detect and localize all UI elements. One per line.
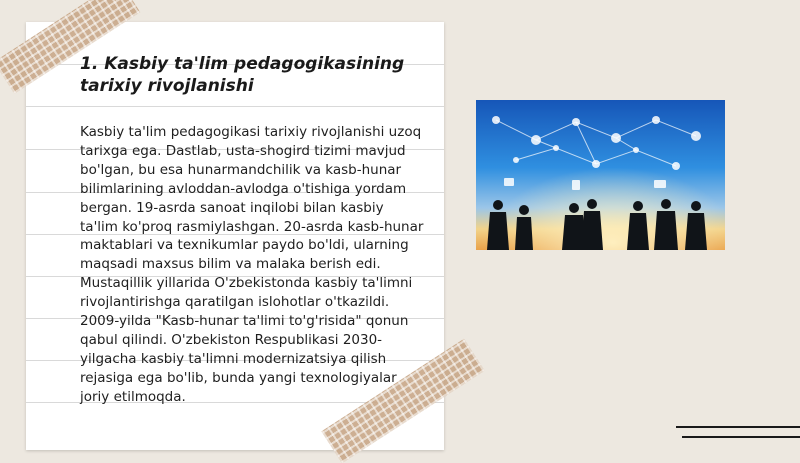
decorative-line bbox=[682, 436, 800, 438]
slide-body-text: Kasbiy ta'lim pedagogikasi tarixiy rivojlanishi uzoq tarixga ega. Dastlab, usta-shogird tizimi mavjud bo'lgan, bu esa hunarmandchilik va kasb-hunar bilimlarining avloddan-avlodga o'tishiga yordam bergan. 19-asrda sanoat inqilobi bilan kasbiy ta'lim ko'proq rasmiylashgan. 20-asrda kasb-hunar maktablari va texnikumlar paydo bo'ldi, ularning maqsadi maxsus bilim va malaka berish edi. Mustaqillik yillarida O'zbekistonda kasbiy ta'limni rivojlantirishga qaratilgan islohotlar o'tkazildi. 2009-yilda "Kasb-hunar ta'limi to'g'risida" qonun qabul qilindi. O'zbekiston Respublikasi 2030-yilgacha kasbiy ta'limni modernizatsiya qilish rejasiga ega bo'lib, bunda yangi texnologiyalar joriy etilmoqda. bbox=[80, 124, 424, 405]
people-network-image bbox=[476, 100, 725, 250]
decorative-line bbox=[676, 426, 800, 428]
slide-title: 1. Kasbiy ta'lim pedagogikasining tarixiy rivojlanishi bbox=[80, 54, 405, 96]
